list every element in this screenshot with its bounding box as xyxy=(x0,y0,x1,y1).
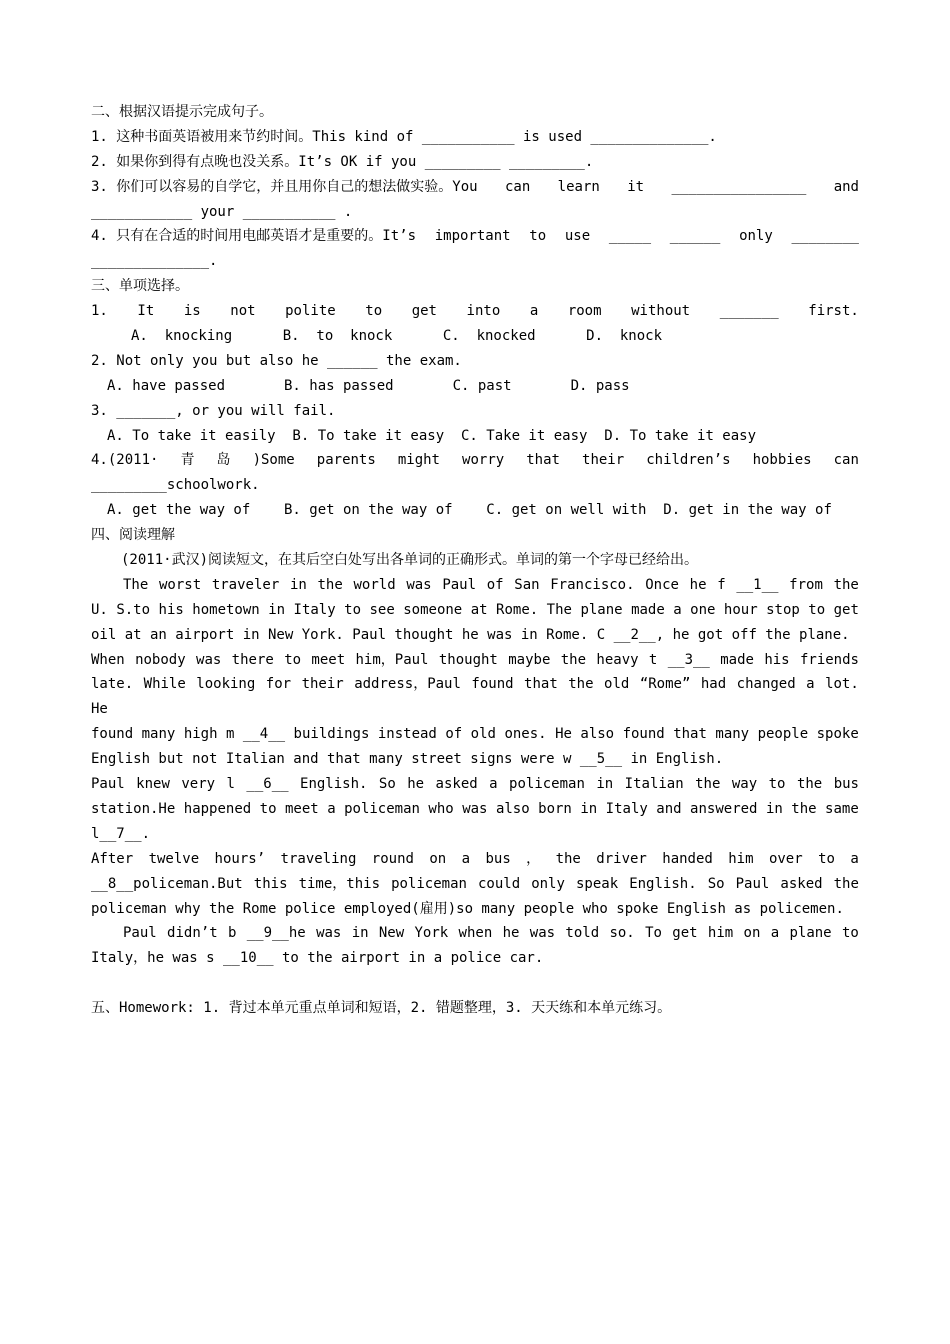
passage-line-14: policeman why the Rome police employed(雇用)so many people who spoke English as policemen. xyxy=(91,900,844,917)
word: their xyxy=(582,452,625,469)
word: of xyxy=(445,726,463,743)
word: 4.(2011· xyxy=(91,452,159,469)
word: it xyxy=(627,178,645,195)
word: only xyxy=(739,228,773,245)
passage-line-4 xyxy=(91,648,859,673)
word: t xyxy=(648,651,658,668)
word: someone xyxy=(403,601,463,618)
section2-q4-line2: ______________. xyxy=(91,253,218,270)
section3-q2-options: A. have passed B. has passed C. past D. pass xyxy=(107,377,630,394)
word: made xyxy=(720,651,754,668)
word: _______ xyxy=(719,303,779,320)
word: told xyxy=(565,925,600,942)
word: address，Paul xyxy=(354,676,461,693)
passage-line-1 xyxy=(91,573,859,598)
word: plane xyxy=(789,925,832,942)
word: speak xyxy=(575,875,619,892)
word: a xyxy=(529,303,539,320)
word: was xyxy=(196,651,222,668)
word: of xyxy=(486,576,504,593)
word: nobody xyxy=(135,651,186,668)
word: not xyxy=(230,303,256,320)
word: very xyxy=(181,776,216,793)
word: the xyxy=(568,676,594,693)
word: m xyxy=(226,726,235,743)
word: this xyxy=(253,875,288,892)
word: might xyxy=(397,452,440,469)
passage-line-9 xyxy=(91,772,859,797)
word: So xyxy=(707,875,725,892)
section2-heading: 二、根据汉语提示完成句子。 xyxy=(91,104,273,120)
word: a xyxy=(489,776,498,793)
section2-q4-line1 xyxy=(91,224,859,249)
word: without xyxy=(631,303,691,320)
word: twelve xyxy=(148,850,200,867)
word: important xyxy=(434,228,511,245)
passage-line-15 xyxy=(91,921,859,946)
word: driver xyxy=(596,850,647,867)
word: late. xyxy=(91,676,134,693)
word: to xyxy=(768,776,786,793)
word: found xyxy=(622,726,665,743)
word: that xyxy=(673,726,707,743)
word: a xyxy=(850,850,859,867)
word: policeman xyxy=(509,776,585,793)
word: Once xyxy=(645,576,679,593)
word: over xyxy=(768,850,803,867)
word: )Some xyxy=(252,452,295,469)
word: found xyxy=(471,676,514,693)
word: use xyxy=(564,228,591,245)
word: round xyxy=(371,850,414,867)
word: instead xyxy=(377,726,437,743)
word: U. xyxy=(91,601,108,618)
word: the xyxy=(317,576,343,593)
word: San xyxy=(514,576,540,593)
word: on xyxy=(743,925,761,942)
word: 岛 xyxy=(216,452,231,469)
word: was xyxy=(316,925,342,942)
word: hours’ xyxy=(214,850,266,867)
word: He xyxy=(555,726,572,743)
word: polite xyxy=(285,303,336,320)
spacer xyxy=(91,971,859,996)
word: 1. xyxy=(91,303,108,320)
word: stop xyxy=(766,601,800,618)
passage-line-16: Italy，he was s __10__ to the airport in a police car. xyxy=(91,950,544,967)
word: his xyxy=(764,651,790,668)
word: meet xyxy=(311,651,346,668)
word: a xyxy=(770,925,780,942)
word: Rome. xyxy=(496,601,539,618)
word: worst xyxy=(158,576,202,593)
word: was xyxy=(406,576,432,593)
word: so. xyxy=(609,925,635,942)
section3-q2: 2. Not only you but also he ______ the exam. xyxy=(91,352,462,369)
word: that xyxy=(524,676,558,693)
section3-q3-options: A. To take it easily B. To take it easy C. Take it easy D. To take it easy xyxy=(107,427,757,444)
word: traveling xyxy=(280,850,357,867)
word: many xyxy=(715,726,750,743)
word: also xyxy=(580,726,615,743)
word: can xyxy=(833,452,859,469)
word: asked xyxy=(780,875,823,892)
section3-heading: 三、单项选择。 xyxy=(91,278,189,295)
word: maybe xyxy=(508,651,551,668)
section3-q1 xyxy=(91,299,859,324)
word: same xyxy=(825,800,859,817)
word: in xyxy=(596,776,614,793)
section2-q1: 1. 这种书面英语被用来节约时间。This kind of ___________ is used ______________. xyxy=(91,128,717,145)
word: While xyxy=(143,676,186,693)
section2-q3-line2: ____________ your ___________ . xyxy=(91,203,353,220)
section3-q4-options: A. get the way of B. get on the way of C. get on well with D. get in the way of xyxy=(107,502,832,519)
word: __8__policeman.But xyxy=(91,875,243,892)
word: When xyxy=(91,651,125,668)
word: _____ xyxy=(608,228,652,245)
word: to xyxy=(529,228,547,245)
word: thought xyxy=(438,651,498,668)
word: one xyxy=(690,601,716,618)
word: __1__ xyxy=(736,576,779,593)
passage-line-2 xyxy=(91,598,859,623)
word: hobbies xyxy=(752,452,812,469)
word: the xyxy=(796,776,823,793)
word: looking xyxy=(196,676,256,693)
word: to xyxy=(284,651,302,668)
word: and xyxy=(833,178,859,195)
word: in xyxy=(580,800,598,817)
word: many xyxy=(141,726,176,743)
word: to xyxy=(344,601,361,618)
word: traveler xyxy=(211,576,280,593)
word: learn xyxy=(557,178,600,195)
word: Paul xyxy=(123,925,157,942)
word: get xyxy=(833,601,859,618)
word: high xyxy=(183,726,218,743)
word: found xyxy=(91,726,134,743)
word: made xyxy=(631,601,665,618)
word: It xyxy=(137,303,155,320)
word: “Rome” xyxy=(639,676,691,693)
word: in xyxy=(289,576,307,593)
word: was xyxy=(462,800,488,817)
word: old xyxy=(470,726,496,743)
word: policeman xyxy=(344,800,420,817)
word: a xyxy=(806,676,815,693)
word: English. xyxy=(629,875,697,892)
worksheet-page xyxy=(91,100,859,1021)
word: is xyxy=(183,303,201,320)
word: he xyxy=(407,776,425,793)
word: the xyxy=(560,651,587,668)
word: get xyxy=(411,303,437,320)
word: l xyxy=(226,776,235,793)
word: __3__ xyxy=(667,651,710,668)
word: the xyxy=(833,576,859,593)
word: see xyxy=(369,601,395,618)
word: happened xyxy=(183,800,252,817)
word: there xyxy=(231,651,274,668)
word: first. xyxy=(808,303,859,320)
homework-line: 五、Homework: 1. 背过本单元重点单词和短语，2. 错题整理，3. 天天练和本单元练习。 xyxy=(91,1000,672,1017)
word: he xyxy=(502,925,520,942)
word: time，this xyxy=(298,875,380,892)
word: to xyxy=(841,925,859,942)
word: and xyxy=(656,800,682,817)
word: when xyxy=(458,925,493,942)
word: heavy xyxy=(596,651,639,668)
word: Paul xyxy=(735,875,770,892)
section2-q2: 2. 如果你到得有点晚也没关系。It’s OK if you _________ _________. xyxy=(91,153,594,170)
word: asked xyxy=(435,776,478,793)
word: to xyxy=(365,303,383,320)
word: a xyxy=(673,601,682,618)
word: only xyxy=(531,875,565,892)
word: could xyxy=(477,875,521,892)
word: him xyxy=(728,850,754,867)
word: into xyxy=(466,303,501,320)
word: S.to xyxy=(116,601,151,618)
word: plane xyxy=(580,601,623,618)
word: So xyxy=(378,776,396,793)
word: English. xyxy=(300,776,368,793)
word: in xyxy=(268,601,286,618)
section3-q4-line2: _________schoolwork. xyxy=(91,477,260,494)
section3-q4-line1 xyxy=(91,448,859,473)
word: Italian xyxy=(624,776,684,793)
word: born xyxy=(538,800,572,817)
passage-line-6: He xyxy=(91,701,108,718)
word: After xyxy=(91,850,134,867)
word: the xyxy=(555,850,581,867)
passage-line-5 xyxy=(91,672,859,697)
word: New xyxy=(378,925,405,942)
word: can xyxy=(504,178,531,195)
word: way xyxy=(731,776,758,793)
passage-line-8: English but not Italian and that many street signs were w __5__ in English. xyxy=(91,751,724,768)
word: on xyxy=(429,850,447,867)
passage-line-7 xyxy=(91,722,859,747)
word: him xyxy=(707,925,734,942)
word: 青 xyxy=(180,452,195,469)
section2-q3-line1 xyxy=(91,175,859,200)
word: Paul xyxy=(91,776,125,793)
word: York xyxy=(414,925,449,942)
word: Italy xyxy=(293,601,336,618)
word: knew xyxy=(136,776,170,793)
word: world xyxy=(353,576,396,593)
word: __4__ xyxy=(242,726,286,743)
word: him，Paul xyxy=(355,651,429,668)
word: he xyxy=(689,576,707,593)
passage-line-3: oil at an airport in New York. Paul thought he was in Rome. C __2__, he got off the plane. xyxy=(91,626,850,643)
word: To xyxy=(645,925,662,942)
word: old xyxy=(604,676,630,693)
word: a xyxy=(327,800,336,817)
passage-line-10 xyxy=(91,797,859,822)
word: ______ xyxy=(669,228,721,245)
word: worry xyxy=(462,452,505,469)
passage-line-12 xyxy=(91,847,859,872)
word: in xyxy=(351,925,369,942)
word: policeman xyxy=(391,875,467,892)
word: __6__ xyxy=(246,776,289,793)
word: friends xyxy=(799,651,859,668)
word: 4. 只有在合适的时间用电邮英语才是重要的。It’s xyxy=(91,228,416,245)
word: station.He xyxy=(91,800,176,817)
section4-intro: (2011·武汉)阅读短文，在其后空白处写出各单词的正确形式。单词的第一个字母已经给出。 xyxy=(121,552,698,569)
word: The xyxy=(123,576,149,593)
word: didn’t xyxy=(167,925,218,942)
word: people xyxy=(757,726,809,743)
word: buildings xyxy=(293,726,370,743)
word: f xyxy=(717,576,726,593)
word: answered xyxy=(690,800,758,817)
word: Italy xyxy=(605,800,648,817)
word: get xyxy=(672,925,698,942)
word: hour xyxy=(723,601,758,618)
word: to xyxy=(259,800,277,817)
word: to xyxy=(818,850,835,867)
word: changed xyxy=(736,676,796,693)
word: meet xyxy=(285,800,319,817)
word: that xyxy=(526,452,560,469)
section3-q3: 3. _______, or you will fail. xyxy=(91,402,336,419)
word: handed xyxy=(662,850,713,867)
word: was xyxy=(529,925,556,942)
word: ________ xyxy=(791,228,859,245)
section3-q1-options: A. knocking B. to knock C. knocked D. knock xyxy=(131,328,663,345)
word: their xyxy=(301,676,344,693)
word: The xyxy=(546,601,572,618)
word: ， xyxy=(526,850,541,867)
word: the xyxy=(695,776,721,793)
word: who xyxy=(428,800,454,817)
word: Paul xyxy=(442,576,477,593)
word: for xyxy=(265,676,292,693)
word: the xyxy=(791,800,817,817)
section4-heading: 四、阅读理解 xyxy=(91,527,175,544)
word: bus xyxy=(485,850,511,867)
word: at xyxy=(470,601,488,618)
word: in xyxy=(765,800,783,817)
word: 3. 你们可以容易的自学它，并且用你自己的想法做实验。You xyxy=(91,178,478,195)
word: from xyxy=(789,576,823,593)
word: parents xyxy=(316,452,376,469)
word: spoke xyxy=(816,726,859,743)
word: his xyxy=(158,601,184,618)
word: ones. xyxy=(504,726,547,743)
word: bus xyxy=(833,776,859,793)
word: the xyxy=(833,875,859,892)
word: room xyxy=(567,303,602,320)
word: children’s xyxy=(646,452,731,469)
word: Francisco. xyxy=(550,576,635,593)
word: ________________ xyxy=(671,178,807,195)
word: had xyxy=(700,676,727,693)
word: also xyxy=(495,800,530,817)
word: a xyxy=(461,850,471,867)
word: b xyxy=(227,925,237,942)
word: lot. xyxy=(825,676,859,693)
word: hometown xyxy=(192,601,260,618)
passage-line-11: l__7__. xyxy=(91,825,151,842)
word: __9__he xyxy=(246,925,306,942)
passage-line-13 xyxy=(91,872,859,897)
word: to xyxy=(808,601,826,618)
